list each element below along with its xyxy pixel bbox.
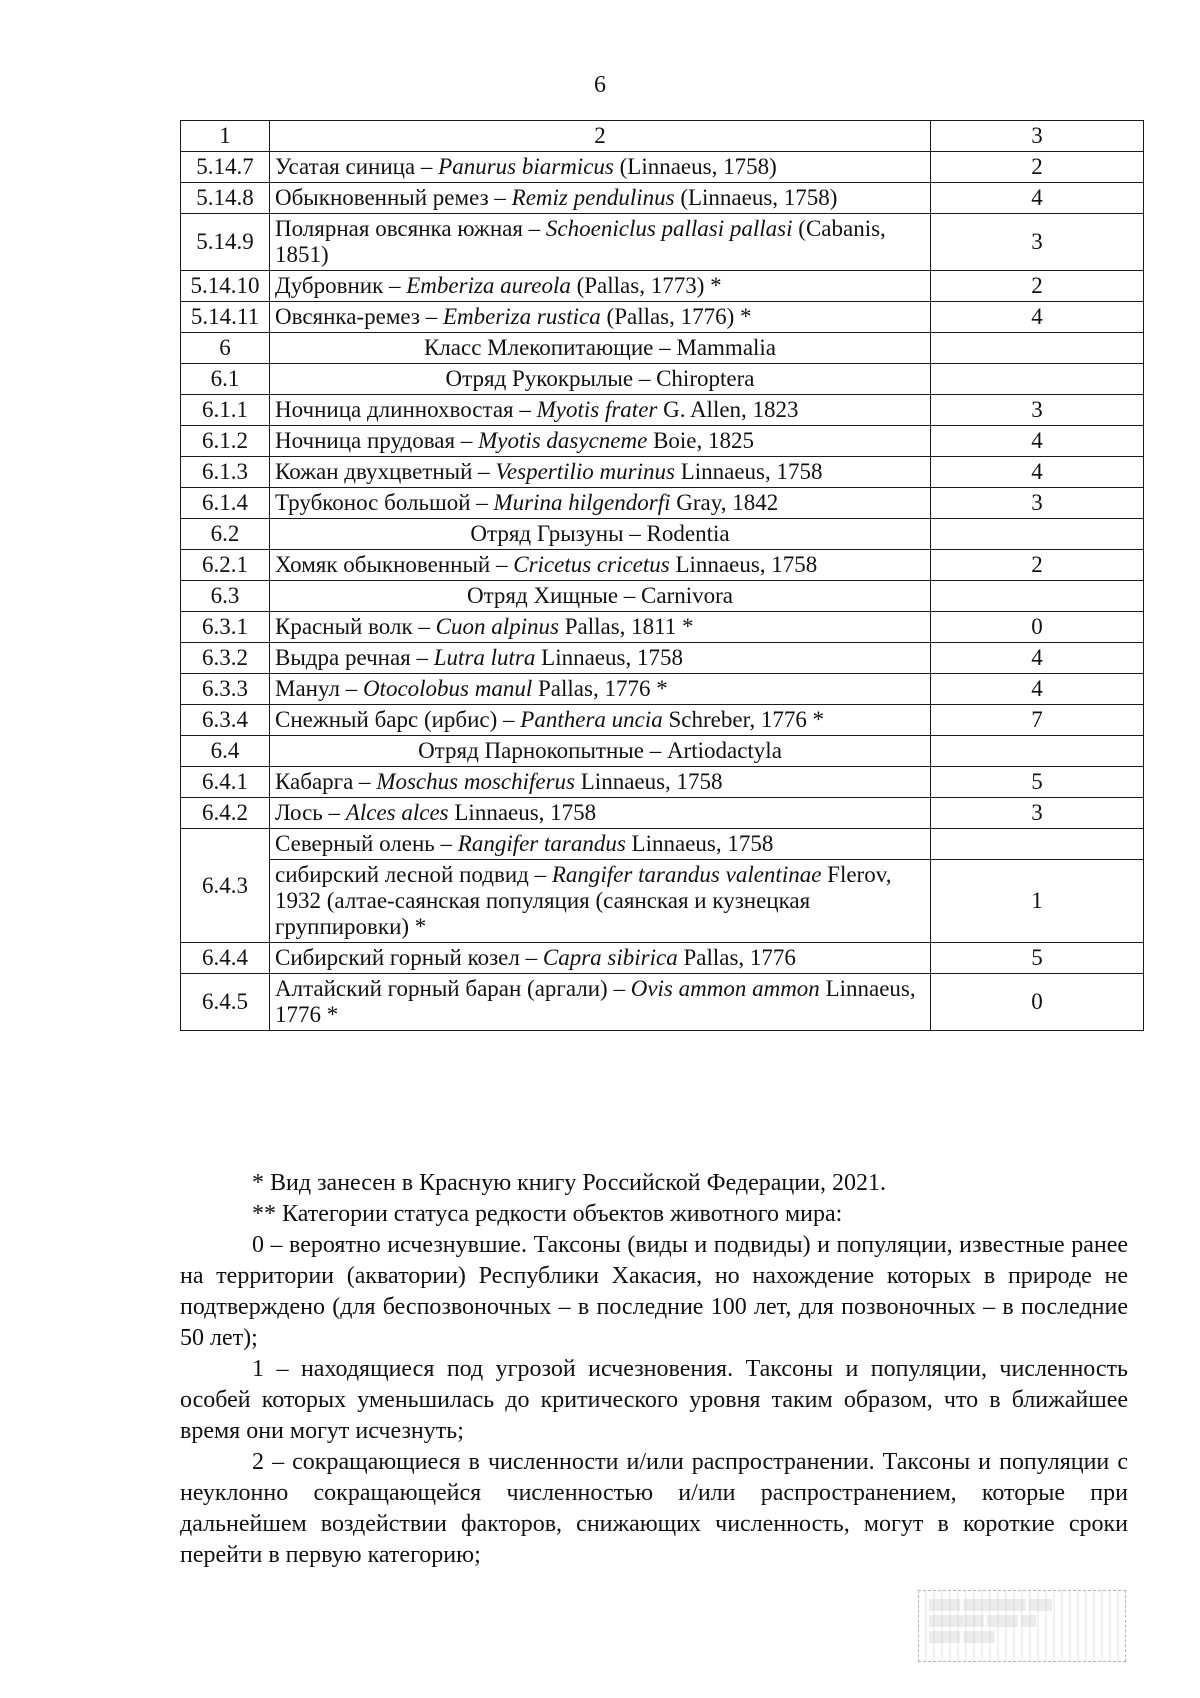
species-row bbox=[181, 550, 1144, 581]
species-name-cell bbox=[270, 643, 931, 674]
species-author-year: Linnaeus, 1776 * bbox=[275, 976, 916, 1027]
species-author-year: G. Allen, 1823 bbox=[657, 397, 799, 422]
species-name-cell bbox=[270, 214, 931, 271]
species-latin-name: Capra sibirica bbox=[542, 945, 678, 970]
species-name-cell bbox=[270, 674, 931, 705]
species-latin-name: Murina hilgendorfi bbox=[493, 490, 671, 515]
taxon-group-row bbox=[181, 736, 1144, 767]
species-author-year: (Linnaeus, 1758) bbox=[613, 154, 777, 179]
species-table bbox=[180, 120, 1144, 1031]
species-row bbox=[181, 183, 1144, 214]
species-latin-name: Cricetus cricetus bbox=[513, 552, 670, 577]
table-header-row bbox=[181, 121, 1144, 152]
species-author-year: Pallas, 1776 bbox=[677, 945, 796, 970]
taxon-group-row bbox=[181, 364, 1144, 395]
row-category: 0 bbox=[931, 612, 1144, 643]
row-category: 2 bbox=[931, 550, 1144, 581]
row-number: 6.4.4 bbox=[181, 943, 270, 974]
taxon-group-row bbox=[181, 333, 1144, 364]
row-number: 6.3.3 bbox=[181, 674, 270, 705]
faded-stamp: ▒▒▒▒ ▒▒▒▒▒▒▒▒ ▒▒▒ ▒▒▒▒▒▒▒ ▒▒▒▒ ▒▒ ▒▒▒▒ ▒▒▒▒ bbox=[918, 1590, 1126, 1662]
row-number: 6.3.4 bbox=[181, 705, 270, 736]
species-common-name: Обыкновенный ремез – bbox=[275, 185, 512, 210]
species-common-name: Ночница длиннохвостая – bbox=[275, 397, 537, 422]
row-number: 6.4.1 bbox=[181, 767, 270, 798]
species-common-name: Северный олень – bbox=[275, 831, 458, 856]
species-name-cell bbox=[270, 488, 931, 519]
row-category: 7 bbox=[931, 705, 1144, 736]
taxon-group-heading: Класс Млекопитающие – Mammalia bbox=[270, 333, 931, 364]
footnote-categories-title: ** Категории статуса редкости объектов животного мира: bbox=[252, 1201, 843, 1227]
species-latin-name: Ovis ammon ammon bbox=[630, 976, 820, 1001]
footnotes bbox=[180, 1168, 1128, 1571]
species-name-cell bbox=[270, 767, 931, 798]
species-common-name: Овсянка-ремез – bbox=[275, 304, 443, 329]
row-category-empty bbox=[931, 333, 1144, 364]
taxon-group-row bbox=[181, 519, 1144, 550]
species-author-year: Boie, 1825 bbox=[647, 428, 755, 453]
species-name-cell bbox=[270, 829, 931, 860]
header-col-3: 3 bbox=[931, 121, 1144, 152]
row-category: 3 bbox=[931, 214, 1144, 271]
species-row bbox=[181, 271, 1144, 302]
row-category: 4 bbox=[931, 426, 1144, 457]
row-number: 6.1.3 bbox=[181, 457, 270, 488]
row-number: 6.1.2 bbox=[181, 426, 270, 457]
species-latin-name: Vespertilio murinus bbox=[495, 459, 675, 484]
species-common-name: Выдра речная – bbox=[275, 645, 434, 670]
row-category: 3 bbox=[931, 798, 1144, 829]
row-number: 6.3.1 bbox=[181, 612, 270, 643]
row-category: 3 bbox=[931, 395, 1144, 426]
species-row bbox=[181, 643, 1144, 674]
row-category: 3 bbox=[931, 488, 1144, 519]
species-common-name: Сибирский горный козел – bbox=[275, 945, 543, 970]
species-common-name: сибирский лесной подвид – bbox=[275, 862, 552, 887]
species-author-year: (Cabanis, 1851) bbox=[275, 216, 886, 267]
species-row bbox=[181, 457, 1144, 488]
row-category-empty bbox=[931, 364, 1144, 395]
row-category: 5 bbox=[931, 767, 1144, 798]
species-author-year: (Pallas, 1773) * bbox=[570, 273, 722, 298]
category-2-description: 2 – сокращающиеся в численности и/или распространении. Таксоны и популяции с неуклонно сокращающейся численностью и/или распространением, которые при дальнейшем воздействии факторов, снижающих численность, могут в короткие сроки перейти в первую категорию; bbox=[180, 1449, 1128, 1568]
row-number: 6.4.5 bbox=[181, 974, 270, 1031]
species-common-name: Алтайский горный баран (аргали) – bbox=[275, 976, 631, 1001]
row-number: 6.3 bbox=[181, 581, 270, 612]
species-author-year: Linnaeus, 1758 bbox=[448, 800, 597, 825]
row-number: 6.1.4 bbox=[181, 488, 270, 519]
species-name-cell bbox=[270, 183, 931, 214]
row-category-empty bbox=[931, 519, 1144, 550]
species-common-name: Снежный барс (ирбис) – bbox=[275, 707, 521, 732]
row-number: 6.4.2 bbox=[181, 798, 270, 829]
subspecies-row bbox=[181, 860, 1144, 943]
species-latin-name: Panurus biarmicus bbox=[438, 154, 614, 179]
species-common-name: Лось – bbox=[275, 800, 346, 825]
species-author-year: (Linnaeus, 1758) bbox=[674, 185, 838, 210]
species-row bbox=[181, 612, 1144, 643]
species-author-year: Flerov, 1932 (алтае-саянская популяция (саянская и кузнецкая группировки) * bbox=[275, 862, 892, 939]
species-common-name: Ночница прудовая – bbox=[275, 428, 479, 453]
species-row bbox=[181, 488, 1144, 519]
species-latin-name: Moschus moschiferus bbox=[376, 769, 575, 794]
row-category: 4 bbox=[931, 643, 1144, 674]
species-common-name: Дубровник – bbox=[275, 273, 407, 298]
taxon-group-heading: Отряд Грызуны – Rodentia bbox=[270, 519, 931, 550]
species-latin-name: Cuon alpinus bbox=[435, 614, 559, 639]
species-name-cell bbox=[270, 395, 931, 426]
species-name-cell bbox=[270, 943, 931, 974]
taxon-group-heading: Отряд Рукокрылые – Chiroptera bbox=[270, 364, 931, 395]
species-row bbox=[181, 152, 1144, 183]
species-common-name: Красный волк – bbox=[275, 614, 436, 639]
row-number: 6.4.3 bbox=[181, 829, 270, 943]
species-latin-name: Schoeniclus pallasi pallasi bbox=[545, 216, 793, 241]
species-name-cell bbox=[270, 612, 931, 643]
species-latin-name: Otocolobus manul bbox=[362, 676, 533, 701]
species-author-year: Pallas, 1776 * bbox=[532, 676, 668, 701]
row-number: 6.1 bbox=[181, 364, 270, 395]
row-number: 5.14.9 bbox=[181, 214, 270, 271]
category-0-description: 0 – вероятно исчезнувшие. Таксоны (виды и подвиды) и популяции, известные ранее на территории (акватории) Республики Хакасия, но нахождение которых в природе не подтверждено (для беспозвоночных – в последние 100 лет, для позвоночных – в последние 50 лет); bbox=[180, 1232, 1128, 1351]
header-col-1: 1 bbox=[181, 121, 270, 152]
species-name-cell bbox=[270, 974, 931, 1031]
species-common-name: Кабарга – bbox=[275, 769, 377, 794]
species-name-cell bbox=[270, 426, 931, 457]
row-category: 4 bbox=[931, 674, 1144, 705]
species-row bbox=[181, 943, 1144, 974]
species-latin-name: Myotis frater bbox=[536, 397, 658, 422]
species-name-cell bbox=[270, 705, 931, 736]
species-latin-name: Alces alces bbox=[345, 800, 449, 825]
row-number: 6.2 bbox=[181, 519, 270, 550]
row-number: 6.1.1 bbox=[181, 395, 270, 426]
species-common-name: Усатая синица – bbox=[275, 154, 439, 179]
header-col-2: 2 bbox=[270, 121, 931, 152]
species-latin-name: Myotis dasycneme bbox=[478, 428, 648, 453]
species-latin-name: Emberiza aureola bbox=[406, 273, 571, 298]
row-category: 2 bbox=[931, 271, 1144, 302]
species-name-cell bbox=[270, 798, 931, 829]
page-number: 6 bbox=[594, 72, 606, 98]
species-row bbox=[181, 214, 1144, 271]
species-latin-name: Emberiza rustica bbox=[442, 304, 601, 329]
row-number: 6.4 bbox=[181, 736, 270, 767]
species-row bbox=[181, 705, 1144, 736]
species-author-year: Pallas, 1811 * bbox=[558, 614, 694, 639]
species-latin-name: Rangifer tarandus valentinae bbox=[551, 862, 822, 887]
species-row bbox=[181, 767, 1144, 798]
species-common-name: Полярная овсянка южная – bbox=[275, 216, 546, 241]
species-author-year: Linnaeus, 1758 bbox=[575, 769, 723, 794]
row-number: 6 bbox=[181, 333, 270, 364]
species-common-name: Трубконос большой – bbox=[275, 490, 494, 515]
species-row bbox=[181, 798, 1144, 829]
species-author-year: Linnaeus, 1758 bbox=[669, 552, 818, 577]
species-common-name: Манул – bbox=[275, 676, 363, 701]
row-category bbox=[931, 829, 1144, 860]
taxon-group-heading: Отряд Хищные – Carnivora bbox=[270, 581, 931, 612]
row-category: 4 bbox=[931, 457, 1144, 488]
species-author-year: Gray, 1842 bbox=[670, 490, 779, 515]
species-latin-name: Lutra lutra bbox=[433, 645, 536, 670]
species-row bbox=[181, 674, 1144, 705]
species-latin-name: Remiz pendulinus bbox=[511, 185, 675, 210]
species-common-name: Кожан двухцветный – bbox=[275, 459, 496, 484]
row-number: 6.3.2 bbox=[181, 643, 270, 674]
species-author-year: (Pallas, 1776) * bbox=[600, 304, 752, 329]
category-1-description: 1 – находящиеся под угрозой исчезновения. Таксоны и популяции, численность особей которых уменьшилась до критического уровня таким образом, что в ближайшее время они могут исчезнуть; bbox=[180, 1356, 1128, 1444]
species-latin-name: Panthera uncia bbox=[520, 707, 663, 732]
row-category-empty bbox=[931, 736, 1144, 767]
species-name-cell bbox=[270, 271, 931, 302]
species-row bbox=[181, 395, 1144, 426]
row-category: 0 bbox=[931, 974, 1144, 1031]
row-number: 6.2.1 bbox=[181, 550, 270, 581]
species-row bbox=[181, 829, 1144, 860]
species-author-year: Linnaeus, 1758 bbox=[674, 459, 823, 484]
species-name-cell bbox=[270, 457, 931, 488]
species-table-body bbox=[181, 121, 1144, 1031]
species-row bbox=[181, 302, 1144, 333]
species-common-name: Хомяк обыкновенный – bbox=[275, 552, 514, 577]
row-number: 5.14.8 bbox=[181, 183, 270, 214]
footnote-red-book: * Вид занесен в Красную книгу Российской Федерации, 2021. bbox=[252, 1170, 886, 1196]
species-name-cell bbox=[270, 860, 931, 943]
species-name-cell bbox=[270, 152, 931, 183]
row-category: 5 bbox=[931, 943, 1144, 974]
taxon-group-heading: Отряд Парнокопытные – Artiodactyla bbox=[270, 736, 931, 767]
row-category-empty bbox=[931, 581, 1144, 612]
species-row bbox=[181, 974, 1144, 1031]
row-category: 2 bbox=[931, 152, 1144, 183]
species-author-year: Linnaeus, 1758 bbox=[625, 831, 774, 856]
species-author-year: Schreber, 1776 * bbox=[662, 707, 825, 732]
row-category: 1 bbox=[931, 860, 1144, 943]
row-number: 5.14.11 bbox=[181, 302, 270, 333]
row-number: 5.14.7 bbox=[181, 152, 270, 183]
species-author-year: Linnaeus, 1758 bbox=[535, 645, 683, 670]
species-latin-name: Rangifer tarandus bbox=[457, 831, 626, 856]
species-name-cell bbox=[270, 550, 931, 581]
row-category: 4 bbox=[931, 302, 1144, 333]
taxon-group-row bbox=[181, 581, 1144, 612]
row-number: 5.14.10 bbox=[181, 271, 270, 302]
species-name-cell bbox=[270, 302, 931, 333]
row-category: 4 bbox=[931, 183, 1144, 214]
species-row bbox=[181, 426, 1144, 457]
